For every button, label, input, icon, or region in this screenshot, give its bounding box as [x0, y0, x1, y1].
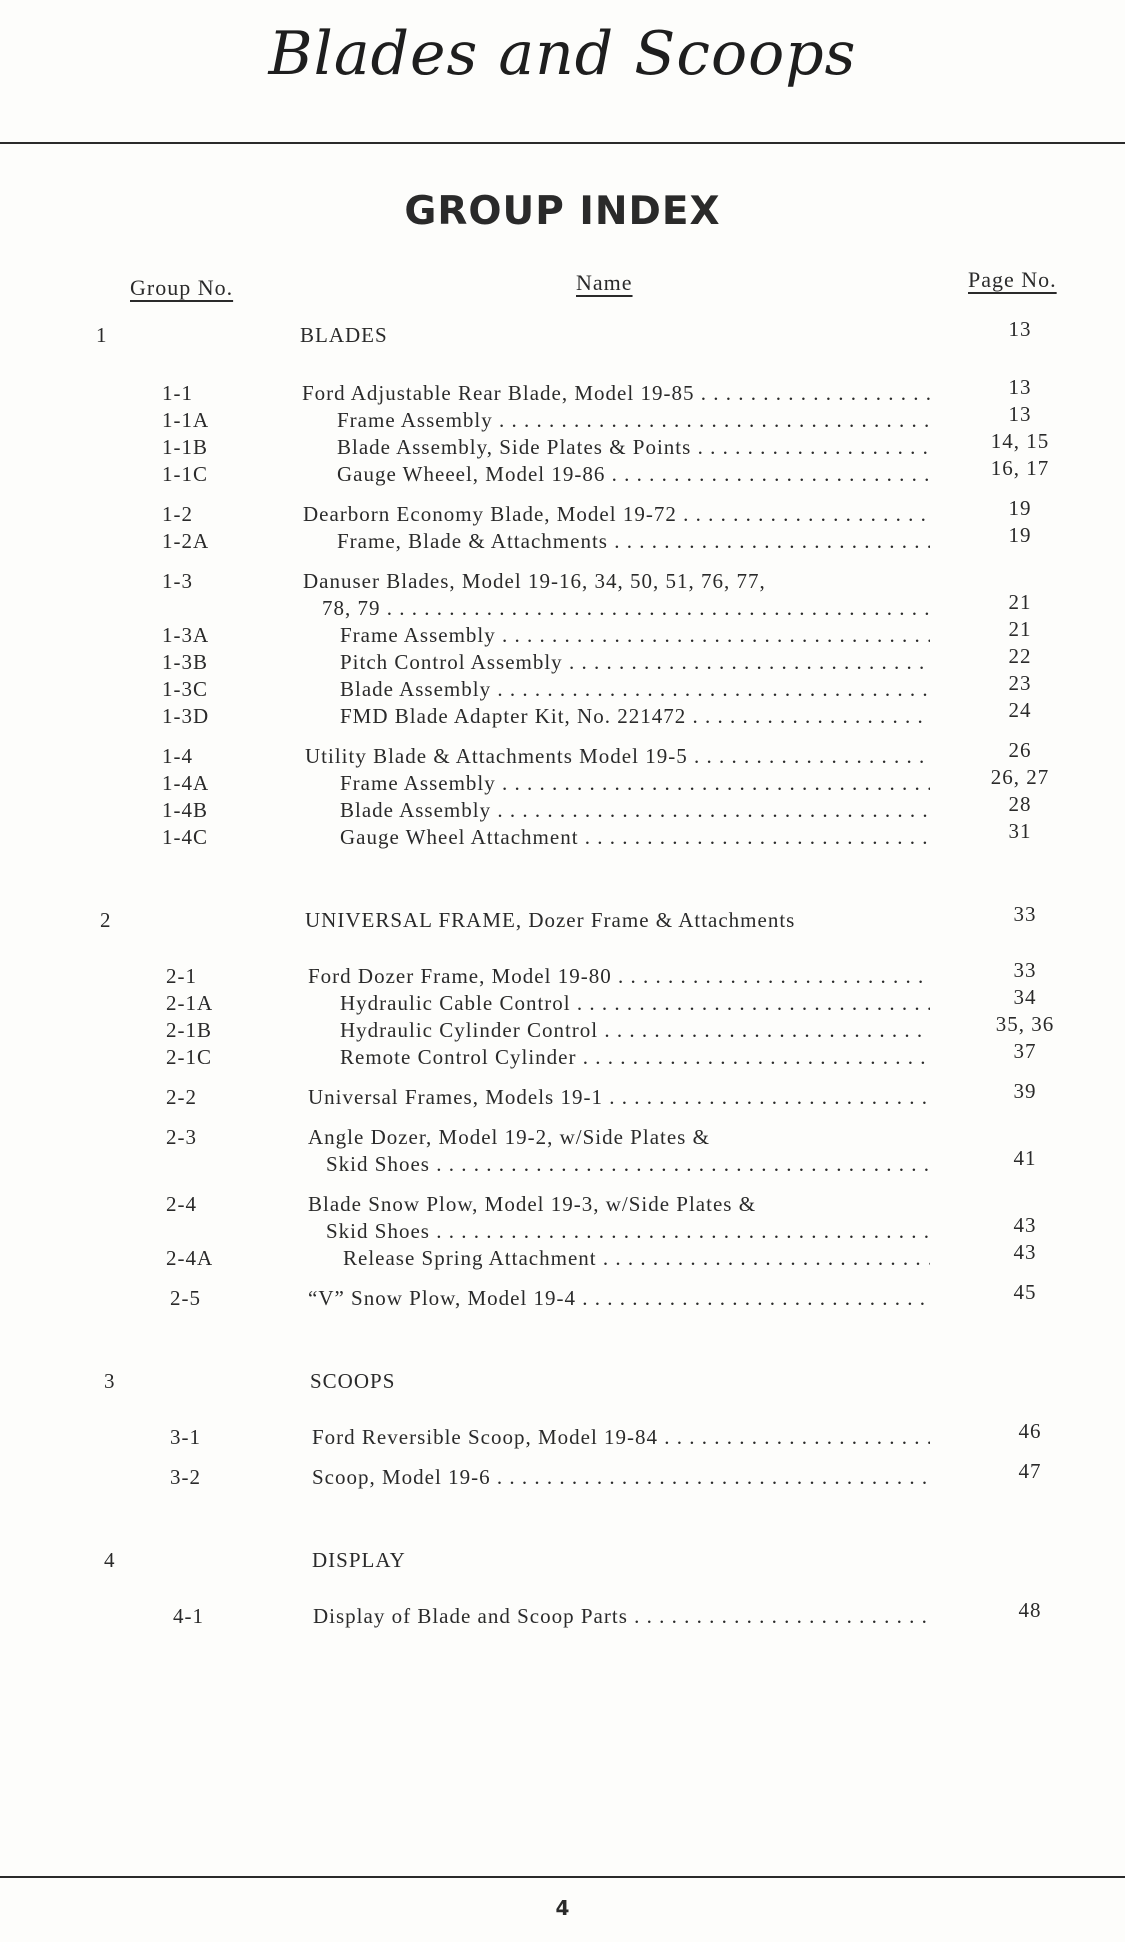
- row-group-number: 2-4A: [166, 1246, 214, 1270]
- row-name: Gauge Wheel Attachment . . .: [340, 823, 930, 851]
- row-name: Pitch Control Assembly . . .: [340, 648, 930, 676]
- row-page-number: 43: [1013, 1240, 1037, 1264]
- row-name: UNIVERSAL FRAME, Dozer Frame & Attachments: [305, 908, 796, 932]
- row-group-number: 4-1: [173, 1604, 204, 1628]
- row-name: Blade Snow Plow, Model 19-3, w/Side Plates &: [308, 1192, 757, 1216]
- header-rule: [0, 142, 1125, 144]
- row-group-number: 2-1C: [166, 1045, 212, 1069]
- footer-rule: [0, 1876, 1125, 1878]
- row-name: Blade Assembly . . .: [340, 796, 930, 824]
- row-page-number: 33: [1013, 958, 1037, 982]
- row-group-number: 1-2A: [162, 529, 210, 553]
- row-name: BLADES: [300, 323, 388, 347]
- row-name: Release Spring Attachment . . .: [343, 1244, 930, 1272]
- row-page-number: 13: [1008, 317, 1032, 341]
- row-group-number: 1-3: [162, 569, 193, 593]
- row-name: Danuser Blades, Model 19-16, 34, 50, 51, 76, 77,: [303, 569, 766, 593]
- row-page-number: 46: [1018, 1419, 1042, 1443]
- row-page-number: 48: [1018, 1598, 1042, 1622]
- row-group-number: 1-1B: [162, 435, 208, 459]
- column-header-group: Group No.: [130, 275, 234, 300]
- row-page-number: 16, 17: [990, 456, 1050, 480]
- row-group-number: 3-2: [170, 1465, 201, 1489]
- row-group-number: 2-4: [166, 1192, 197, 1216]
- row-group-number: 1-4C: [162, 825, 208, 849]
- row-group-number: 1-4B: [162, 798, 208, 822]
- row-page-number: 14, 15: [990, 429, 1050, 453]
- row-group-number: 3: [104, 1369, 116, 1393]
- column-header-name: Name: [576, 270, 633, 295]
- row-group-number: 2: [100, 908, 112, 932]
- row-name: “V” Snow Plow, Model 19-4 . . .: [308, 1284, 930, 1312]
- row-name: Frame, Blade & Attachments . . .: [337, 527, 930, 555]
- row-name: Skid Shoes . . .: [326, 1150, 930, 1178]
- row-name: Display of Blade and Scoop Parts . . .: [313, 1602, 930, 1630]
- row-name: Blade Assembly, Side Plates & Points . . .: [337, 433, 930, 461]
- group-index-title: GROUP INDEX: [404, 189, 721, 234]
- row-page-number: 45: [1013, 1280, 1037, 1304]
- row-name: Dearborn Economy Blade, Model 19-72 . . .: [303, 500, 930, 528]
- row-page-number: 24: [1008, 698, 1032, 722]
- row-name: Ford Adjustable Rear Blade, Model 19-85 . . .: [302, 379, 930, 407]
- row-name: Hydraulic Cable Control . . .: [340, 989, 930, 1017]
- row-group-number: 2-1B: [166, 1018, 212, 1042]
- row-name: Universal Frames, Models 19-1 . . .: [308, 1083, 930, 1111]
- row-page-number: 28: [1008, 792, 1032, 816]
- row-page-number: 26: [1008, 738, 1032, 762]
- row-name: 78, 79 . . .: [322, 594, 930, 622]
- row-page-number: 26, 27: [990, 765, 1050, 789]
- row-page-number: 23: [1008, 671, 1032, 695]
- row-page-number: 13: [1008, 402, 1032, 426]
- row-page-number: 35, 36: [995, 1012, 1055, 1036]
- row-name: Blade Assembly . . .: [340, 675, 930, 703]
- row-group-number: 1-4: [162, 744, 193, 768]
- row-page-number: 13: [1008, 375, 1032, 399]
- page-number: 4: [555, 1896, 570, 1920]
- row-page-number: 47: [1018, 1459, 1042, 1483]
- row-page-number: 21: [1008, 590, 1032, 614]
- row-group-number: 3-1: [170, 1425, 201, 1449]
- row-name: Frame Assembly . . .: [337, 406, 930, 434]
- row-page-number: 19: [1008, 496, 1032, 520]
- row-group-number: 1-1: [162, 381, 193, 405]
- row-group-number: 2-5: [170, 1286, 201, 1310]
- row-name: Gauge Wheeel, Model 19-86 . . .: [337, 460, 930, 488]
- row-page-number: 37: [1013, 1039, 1037, 1063]
- row-group-number: 1-3B: [162, 650, 208, 674]
- page-header-title: Blades and Scoops: [268, 19, 857, 89]
- row-group-number: 2-2: [166, 1085, 197, 1109]
- row-page-number: 39: [1013, 1079, 1037, 1103]
- column-header-page: Page No.: [968, 267, 1057, 292]
- row-name: Hydraulic Cylinder Control . . .: [340, 1016, 930, 1044]
- row-group-number: 1: [96, 323, 108, 347]
- row-name: Skid Shoes . . .: [326, 1217, 930, 1245]
- row-page-number: 22: [1008, 644, 1032, 668]
- row-name: Ford Dozer Frame, Model 19-80 . . .: [308, 962, 930, 990]
- row-group-number: 1-4A: [162, 771, 210, 795]
- row-group-number: 2-1: [166, 964, 197, 988]
- row-group-number: 4: [104, 1548, 116, 1572]
- row-page-number: 43: [1013, 1213, 1037, 1237]
- row-group-number: 1-3C: [162, 677, 208, 701]
- row-group-number: 1-2: [162, 502, 193, 526]
- row-page-number: 41: [1013, 1146, 1037, 1170]
- row-name: FMD Blade Adapter Kit, No. 221472 . . .: [340, 702, 930, 730]
- row-page-number: 21: [1008, 617, 1032, 641]
- row-page-number: 19: [1008, 523, 1032, 547]
- row-page-number: 34: [1013, 985, 1037, 1009]
- row-name: Angle Dozer, Model 19-2, w/Side Plates &: [308, 1125, 710, 1149]
- row-page-number: 33: [1013, 902, 1037, 926]
- row-name: DISPLAY: [312, 1548, 406, 1572]
- row-name: Scoop, Model 19-6 . . .: [312, 1463, 930, 1491]
- row-group-number: 1-3D: [162, 704, 210, 728]
- row-name: SCOOPS: [310, 1369, 396, 1393]
- row-name: Ford Reversible Scoop, Model 19-84 . . .: [312, 1423, 930, 1451]
- row-name: Frame Assembly . . .: [340, 621, 930, 649]
- row-group-number: 1-1C: [162, 462, 208, 486]
- row-group-number: 1-3A: [162, 623, 210, 647]
- row-name: Frame Assembly . . .: [340, 769, 930, 797]
- row-name: Remote Control Cylinder . . .: [340, 1043, 930, 1071]
- row-group-number: 1-1A: [162, 408, 210, 432]
- row-name: Utility Blade & Attachments Model 19-5 . . .: [305, 742, 930, 770]
- row-group-number: 2-3: [166, 1125, 197, 1149]
- row-group-number: 2-1A: [166, 991, 214, 1015]
- row-page-number: 31: [1008, 819, 1032, 843]
